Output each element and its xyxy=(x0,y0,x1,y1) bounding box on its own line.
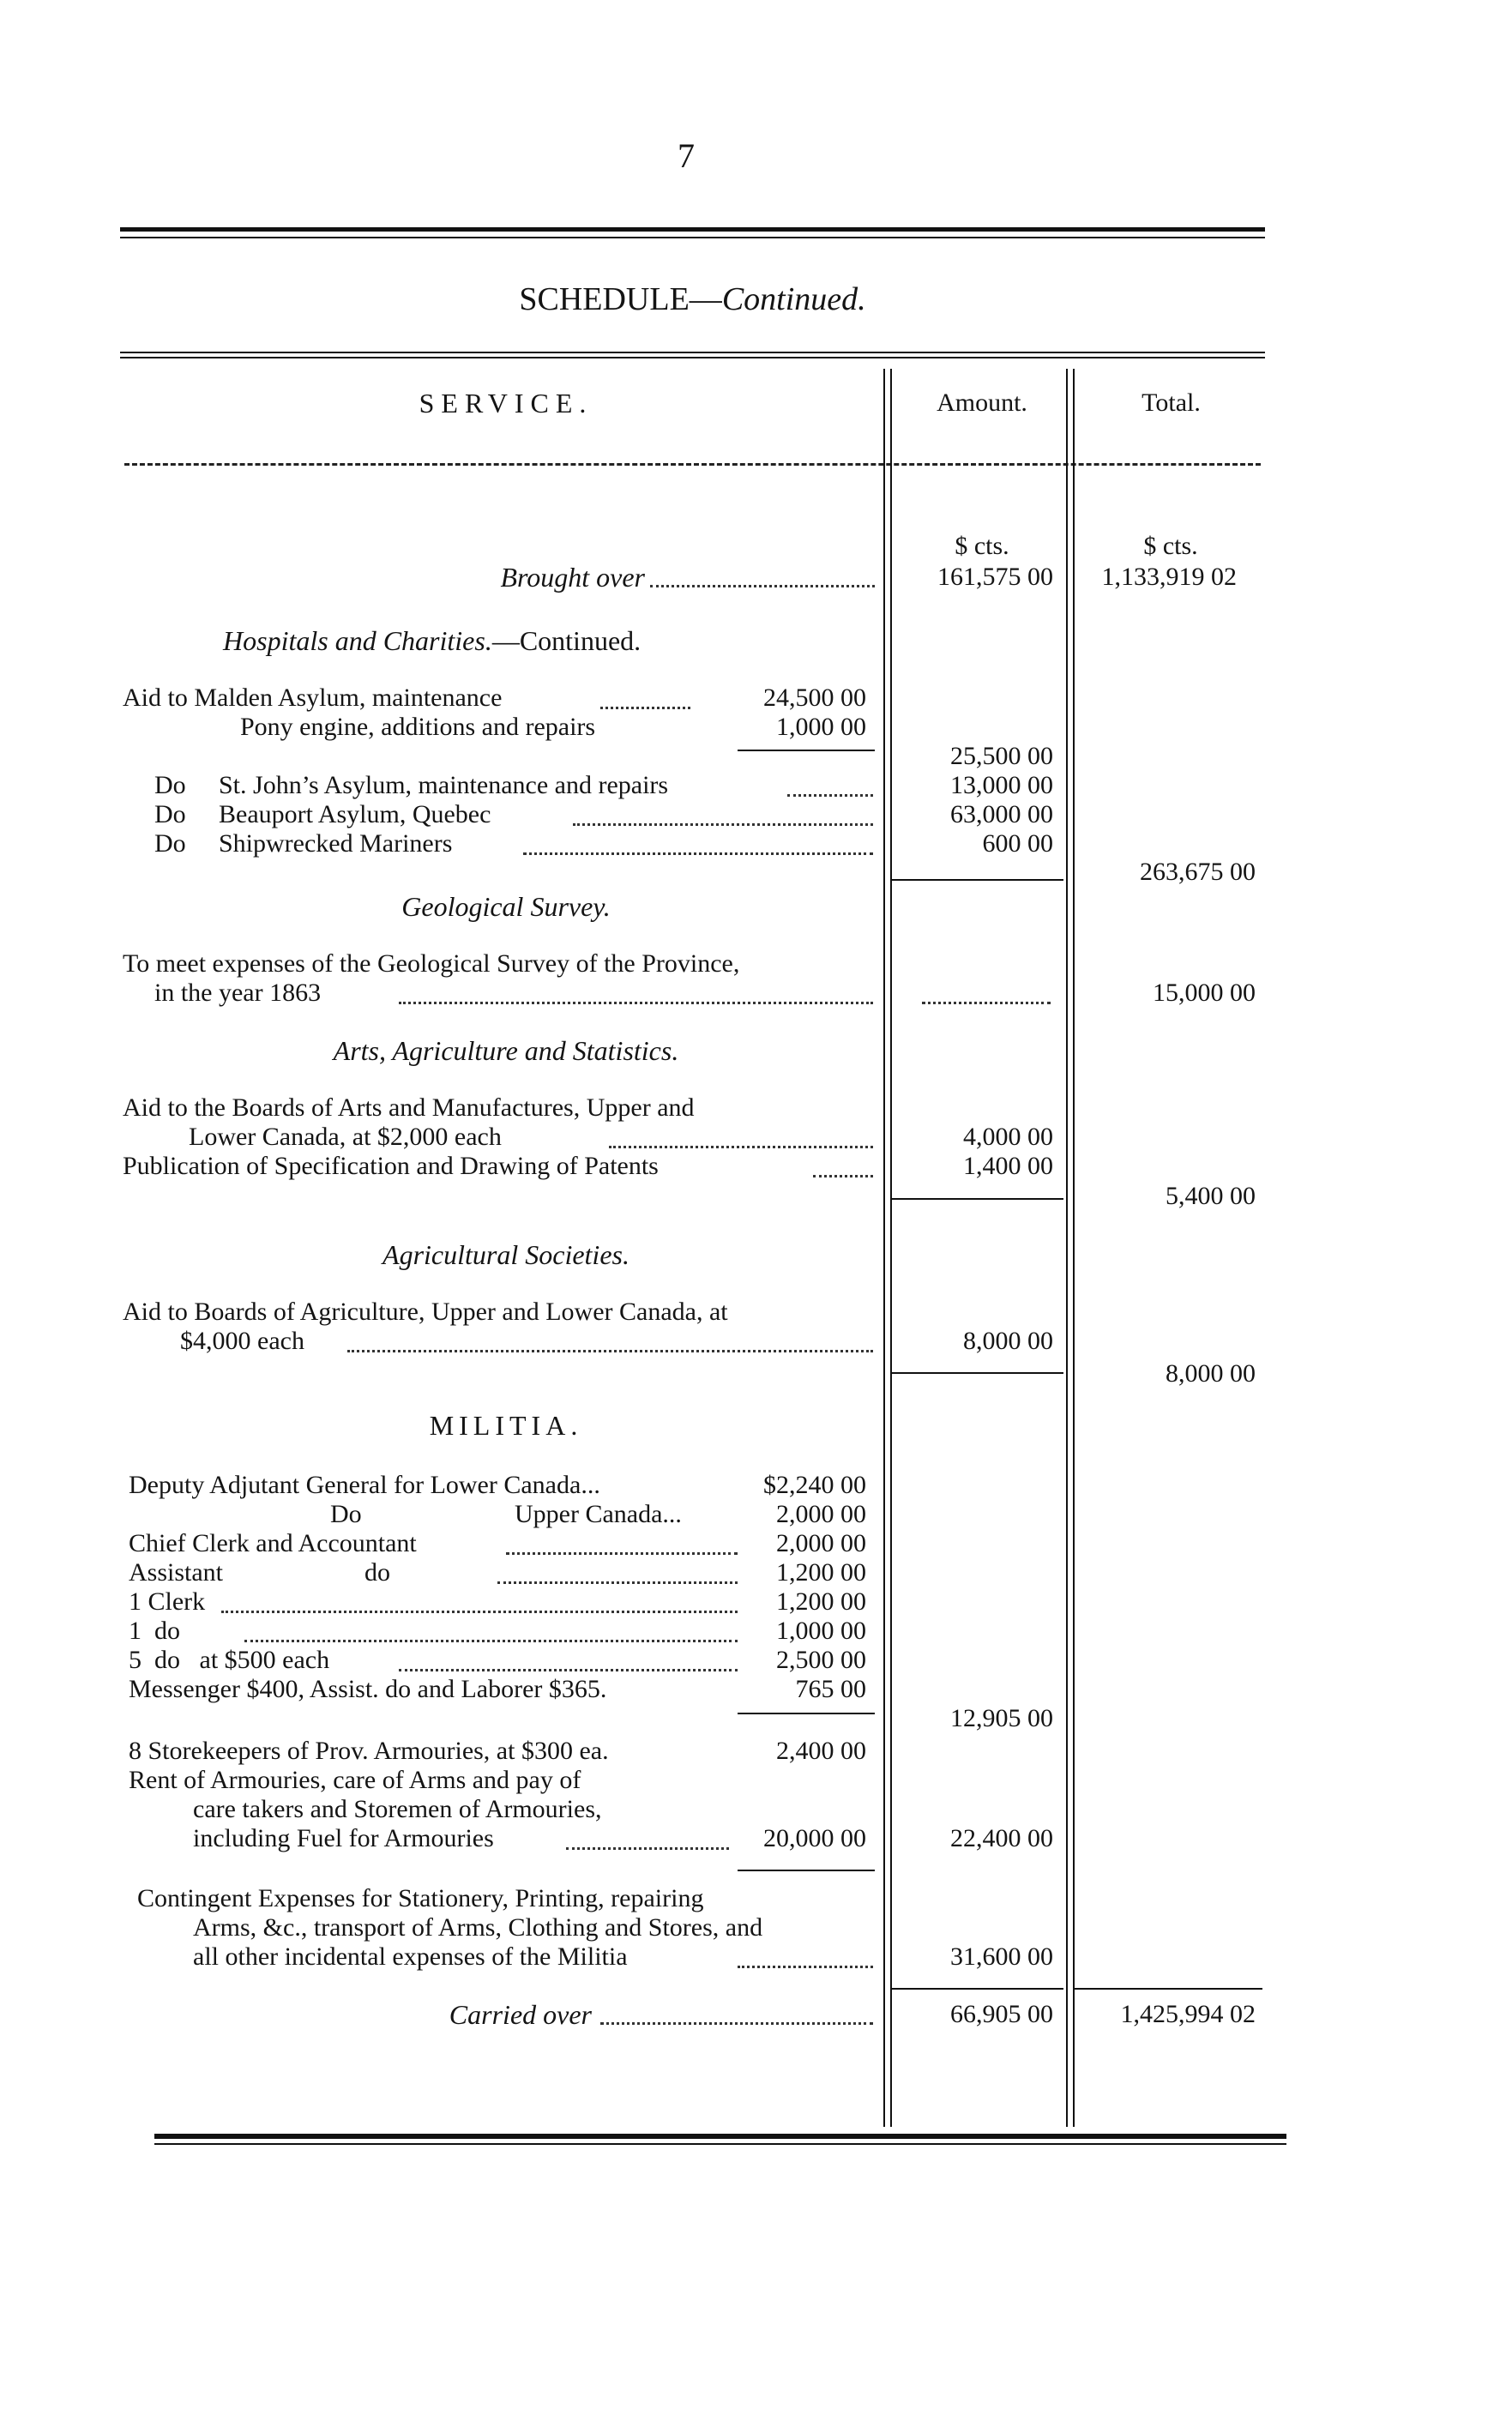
rent-line1: Rent of Armouries, care of Arms and pay of xyxy=(129,1766,581,1794)
leader-dots xyxy=(600,2022,873,2025)
leader-dots xyxy=(573,823,873,826)
arts-line3: Publication of Specification and Drawing of Patents xyxy=(123,1152,659,1180)
militia-row-value: 2,500 00 xyxy=(776,1646,866,1674)
header-amount: Amount. xyxy=(937,388,1027,417)
col-rule-2b xyxy=(1073,369,1075,2127)
section-heading-militia: MILITIA. xyxy=(429,1410,583,1441)
contingent-line2: Arms, &c., transport of Arms, Clothing and Stores, and xyxy=(193,1913,763,1942)
leader-dots xyxy=(813,1175,873,1177)
header-rule-top-2 xyxy=(120,357,1265,358)
geological-line1: To meet expenses of the Geological Survey of the Province, xyxy=(123,949,740,978)
carried-over-total: 1,425,994 02 xyxy=(1120,2000,1256,2028)
agri-line1: Aid to Boards of Agriculture, Upper and Lower Canada, at xyxy=(123,1298,728,1326)
leader-dots xyxy=(609,1146,873,1148)
brought-over-label: Brought over xyxy=(500,562,645,593)
militia-row-value: 2,000 00 xyxy=(776,1529,866,1557)
top-rule-thin xyxy=(120,237,1265,238)
malden-sum: 25,500 00 xyxy=(950,742,1053,770)
do-label: Do xyxy=(154,800,186,828)
top-rule xyxy=(120,227,1265,232)
agri-line2: $4,000 each xyxy=(180,1327,304,1355)
militia-sum-1: 12,905 00 xyxy=(950,1704,1053,1732)
subtotal-rule xyxy=(738,1713,875,1714)
leader-dots xyxy=(523,852,873,855)
militia-row-sub: Upper Canada... xyxy=(515,1500,682,1528)
militia-row-value: 2,000 00 xyxy=(776,1500,866,1528)
agri-total: 8,000 00 xyxy=(1166,1359,1256,1388)
leader-dots xyxy=(506,1552,738,1555)
header-total: Total. xyxy=(1142,388,1201,417)
section-heading-geological: Geological Survey. xyxy=(401,891,611,922)
shipwrecked-amount: 600 00 xyxy=(982,829,1053,858)
hospitals-total: 263,675 00 xyxy=(1140,858,1256,886)
rent-line3: including Fuel for Armouries xyxy=(193,1824,494,1852)
storekeepers-value: 2,400 00 xyxy=(776,1737,866,1765)
militia-sum-2: 22,400 00 xyxy=(950,1824,1053,1852)
carried-over-label: Carried over xyxy=(449,1999,592,2030)
militia-row-value: 1,200 00 xyxy=(776,1558,866,1587)
militia-row-value: 765 00 xyxy=(795,1675,866,1703)
subtotal-rule xyxy=(892,879,1063,881)
leader-dots xyxy=(399,1002,873,1004)
bottom-rule xyxy=(154,2134,1286,2139)
st-johns-asylum: St. John’s Asylum, maintenance and repairs xyxy=(219,771,669,799)
arts-line1: Aid to the Boards of Arts and Manufactures, Upper and xyxy=(123,1093,695,1122)
leader-dots xyxy=(566,1847,729,1850)
amount-units: $ cts. xyxy=(955,532,1009,560)
page-title: SCHEDULE—Continued. xyxy=(519,281,866,317)
militia-row: 1 do xyxy=(129,1617,180,1645)
leader-dots xyxy=(497,1581,738,1584)
militia-row-value: 1,000 00 xyxy=(776,1617,866,1645)
militia-row: Messenger $400, Assist. do and Laborer $365. xyxy=(129,1675,607,1703)
arts-total: 5,400 00 xyxy=(1166,1182,1256,1210)
shipwrecked-mariners: Shipwrecked Mariners xyxy=(219,829,453,858)
header-rule-bottom xyxy=(124,463,1261,466)
carried-rule xyxy=(892,1988,1063,1990)
subtotal-rule xyxy=(892,1198,1063,1200)
carried-rule xyxy=(1074,1988,1262,1990)
brought-over-total: 1,133,919 02 xyxy=(1101,563,1237,591)
contingent-line3: all other incidental expenses of the Militia xyxy=(193,1942,628,1971)
header-service: SERVICE. xyxy=(419,388,593,419)
do-label: Do xyxy=(154,829,186,858)
geological-line2: in the year 1863 xyxy=(154,979,322,1007)
bottom-rule-thin xyxy=(154,2143,1286,2145)
militia-row: Do xyxy=(330,1500,362,1528)
page-number: 7 xyxy=(678,136,695,175)
contingent-amount: 31,600 00 xyxy=(950,1942,1053,1971)
do-label: Do xyxy=(154,771,186,799)
militia-row: 1 Clerk xyxy=(129,1587,206,1616)
section-heading-agri: Agricultural Societies. xyxy=(383,1239,629,1270)
header-rule-top xyxy=(120,352,1265,353)
arts-boards-amount: 4,000 00 xyxy=(963,1123,1053,1151)
section-heading-hospitals: Hospitals and Charities.—Continued. xyxy=(223,625,642,656)
col-rule-2a xyxy=(1066,369,1068,2127)
st-johns-amount: 13,000 00 xyxy=(950,771,1053,799)
militia-row-value: 1,200 00 xyxy=(776,1587,866,1616)
leader-dots xyxy=(600,707,690,709)
beauport-asylum: Beauport Asylum, Quebec xyxy=(219,800,491,828)
leader-dots xyxy=(787,794,873,797)
malden-maintenance: Aid to Malden Asylum, maintenance xyxy=(123,684,503,712)
militia-row-sub: do xyxy=(364,1558,390,1587)
malden-maintenance-value: 24,500 00 xyxy=(763,684,866,712)
leader-dots xyxy=(650,585,875,587)
leader-dots xyxy=(738,1966,873,1968)
rent-line2: care takers and Storemen of Armouries, xyxy=(193,1795,602,1823)
leader-dots xyxy=(347,1350,873,1352)
militia-row: Deputy Adjutant General for Lower Canada... xyxy=(129,1471,600,1499)
total-units: $ cts. xyxy=(1143,532,1198,560)
geological-total: 15,000 00 xyxy=(1153,979,1256,1007)
arts-line2: Lower Canada, at $2,000 each xyxy=(189,1123,502,1151)
militia-row-value: $2,240 00 xyxy=(763,1471,866,1499)
brought-over-amount: 161,575 00 xyxy=(937,563,1053,591)
agri-amount: 8,000 00 xyxy=(963,1327,1053,1355)
militia-row: Chief Clerk and Accountant xyxy=(129,1529,417,1557)
leader-dots xyxy=(922,1002,1051,1004)
malden-pony-engine-value: 1,000 00 xyxy=(776,713,866,741)
beauport-amount: 63,000 00 xyxy=(950,800,1053,828)
leader-dots xyxy=(244,1640,738,1642)
malden-pony-engine: Pony engine, additions and repairs xyxy=(240,713,596,741)
storekeepers: 8 Storekeepers of Prov. Armouries, at $300 ea. xyxy=(129,1737,609,1765)
subtotal-rule xyxy=(738,750,875,751)
rent-value: 20,000 00 xyxy=(763,1824,866,1852)
section-heading-arts: Arts, Agriculture and Statistics. xyxy=(333,1035,679,1066)
arts-patents-amount: 1,400 00 xyxy=(963,1152,1053,1180)
subtotal-rule xyxy=(738,1870,875,1871)
subtotal-rule xyxy=(892,1372,1063,1374)
contingent-line1: Contingent Expenses for Stationery, Printing, repairing xyxy=(137,1884,704,1912)
leader-dots xyxy=(221,1611,738,1613)
carried-over-amount: 66,905 00 xyxy=(950,2000,1053,2028)
leader-dots xyxy=(399,1669,738,1671)
militia-row: 5 do at $500 each xyxy=(129,1646,330,1674)
militia-row: Assistant xyxy=(129,1558,224,1587)
